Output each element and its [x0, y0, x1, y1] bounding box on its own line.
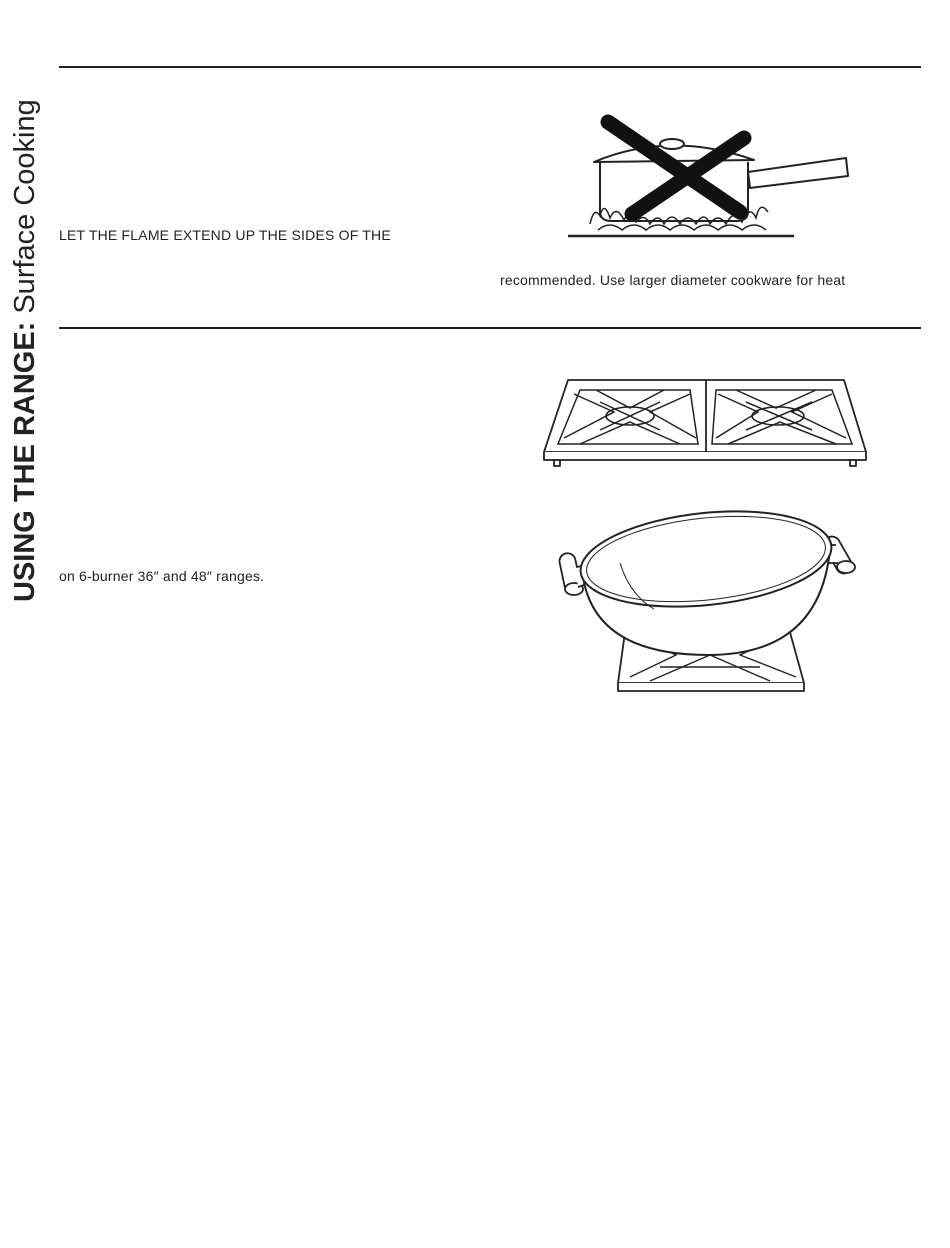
cookware-recommendation-text: recommended. Use larger diameter cookware for heat	[500, 272, 846, 288]
svg-text:USING THE RANGE:Surface Cookin	[9, 99, 41, 602]
section-divider-middle	[59, 327, 921, 329]
section-title-light: Surface Cooking	[9, 99, 41, 314]
wok-on-grate-illustration	[550, 505, 865, 700]
section-title-bold: USING THE RANGE:	[9, 321, 41, 602]
section-divider-top	[59, 66, 921, 68]
double-grate-illustration	[540, 372, 870, 472]
section-title	[2, 28, 42, 608]
pot-over-flame-illustration	[560, 108, 860, 246]
flame-warning-text: LET THE FLAME EXTEND UP THE SIDES OF THE	[59, 227, 391, 243]
ranges-note-text: on 6-burner 36″ and 48″ ranges.	[59, 568, 265, 584]
